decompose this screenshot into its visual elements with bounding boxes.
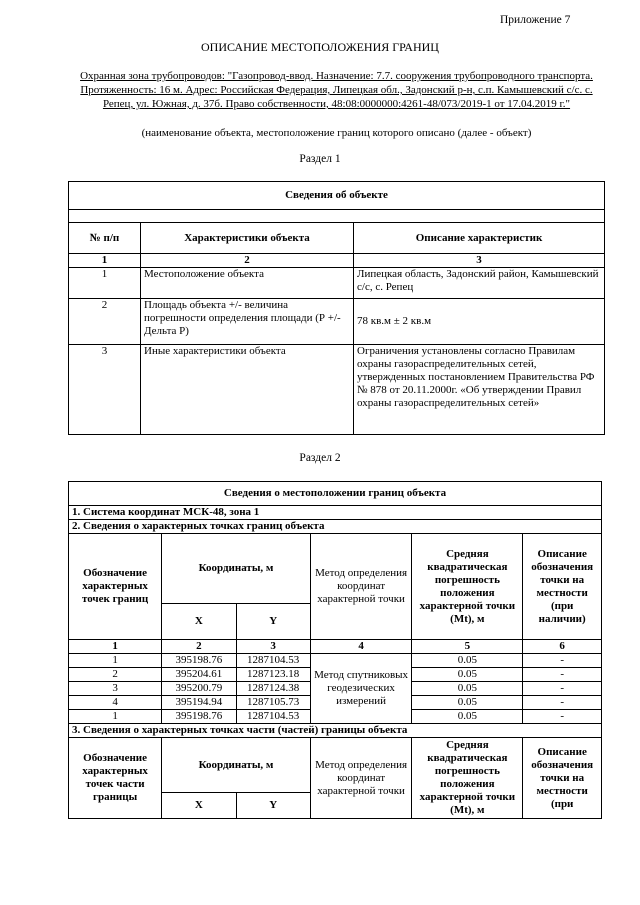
table-row xyxy=(69,345,605,435)
row-number: 3 xyxy=(69,345,141,435)
parts-header-x: X xyxy=(162,793,236,819)
header-description: Описание характеристик xyxy=(354,223,605,254)
row-value: Липецкая область, Задонский район, Камышевский с/с, с. Репец xyxy=(354,268,605,299)
header-x: X xyxy=(162,604,236,640)
parts-header-error: Средняя квадратическая погрешность положения характерной точки (Mt), м xyxy=(412,738,523,819)
col-number: 5 xyxy=(412,640,523,654)
col-number: 3 xyxy=(236,640,310,654)
col-number: 2 xyxy=(141,254,354,268)
point-id: 1 xyxy=(69,654,162,668)
header-coords: Координаты, м xyxy=(162,534,311,604)
parts-header-coords: Координаты, м xyxy=(162,738,311,793)
row-value: Ограничения установлены согласно Правилам охраны газораспределительных сетей, утвержденных постановлением Правительства РФ № 878 от 20.11.2000г. «Об утверждении Правил охраны газораспределительных сетей» xyxy=(354,345,605,435)
point-id: 2 xyxy=(69,668,162,682)
point-y: 1287124.38 xyxy=(236,682,310,696)
row-name: Площадь объекта +/- величина погрешности определения площади (Р +/- Дельта Р) xyxy=(141,299,354,345)
col-number: 6 xyxy=(523,640,602,654)
col-number: 3 xyxy=(354,254,605,268)
header-y: Y xyxy=(236,604,310,640)
point-mt: 0.05 xyxy=(412,710,523,724)
table-row xyxy=(69,654,602,668)
point-desc: - xyxy=(523,710,602,724)
points-section-title: 2. Сведения о характерных точках границ объекта xyxy=(69,520,602,534)
parts-header-y: Y xyxy=(236,793,310,819)
object-info-table-title: Сведения об объекте xyxy=(69,182,605,210)
point-desc: - xyxy=(523,682,602,696)
col-number: 1 xyxy=(69,640,162,654)
row-value: 78 кв.м ± 2 кв.м xyxy=(354,299,605,345)
boundary-table-title: Сведения о местоположении границ объекта xyxy=(69,482,602,506)
header-characteristic: Характеристики объекта xyxy=(141,223,354,254)
point-desc: - xyxy=(523,654,602,668)
point-x: 395198.76 xyxy=(162,710,236,724)
point-mt: 0.05 xyxy=(412,696,523,710)
point-method: Метод спутниковых геодезических измерений xyxy=(310,654,412,724)
header-number: № п/п xyxy=(69,223,141,254)
point-desc: - xyxy=(523,696,602,710)
row-number: 2 xyxy=(69,299,141,345)
header-designation: Обозначение характерных точек границ xyxy=(69,534,162,640)
point-id: 1 xyxy=(69,710,162,724)
header-desc: Описание обозначения точки на местности (при наличии) xyxy=(523,534,602,640)
row-name: Местоположение объекта xyxy=(141,268,354,299)
parts-section-title: 3. Сведения о характерных точках части (частей) границы объекта xyxy=(69,724,602,738)
col-number: 2 xyxy=(162,640,236,654)
parts-header-designation: Обозначение характерных точек части границы xyxy=(69,738,162,819)
boundary-table xyxy=(68,481,602,819)
object-info-table xyxy=(68,181,605,435)
table-row xyxy=(69,268,605,299)
point-id: 4 xyxy=(69,696,162,710)
parts-header-method: Метод определения координат характерной точки xyxy=(310,738,412,819)
coord-system: 1. Система координат МСК-48, зона 1 xyxy=(69,506,602,520)
point-x: 395194.94 xyxy=(162,696,236,710)
point-y: 1287105.73 xyxy=(236,696,310,710)
point-id: 3 xyxy=(69,682,162,696)
col-number: 4 xyxy=(310,640,412,654)
document-title: ОПИСАНИЕ МЕСТОПОЛОЖЕНИЯ ГРАНИЦ xyxy=(201,40,439,54)
point-x: 395204.61 xyxy=(162,668,236,682)
point-mt: 0.05 xyxy=(412,654,523,668)
point-y: 1287123.18 xyxy=(236,668,310,682)
section1-title: Раздел 1 xyxy=(299,153,341,165)
point-desc: - xyxy=(523,668,602,682)
point-mt: 0.05 xyxy=(412,668,523,682)
table-row xyxy=(69,299,605,345)
point-y: 1287104.53 xyxy=(236,654,310,668)
spacer-row xyxy=(69,210,605,223)
object-description: Охранная зона трубопроводов: "Газопровод-ввод. Назначение: 7.7. сооружения трубопроводного транспорта. Протяженность: 16 м. Адрес: Российская Федерация, Липецкая обл., Задонский р-н, с.п. Камышевский с/с. с. Репец, ул. Южная, д. 37б. Право собственности, 48:08:0000000:4261-48/073/2019-1 от 17.04.2019 г." xyxy=(80,70,593,110)
point-mt: 0.05 xyxy=(412,682,523,696)
row-number: 1 xyxy=(69,268,141,299)
point-y: 1287104.53 xyxy=(236,710,310,724)
section2-title: Раздел 2 xyxy=(299,452,341,464)
header-method: Метод определения координат характерной точки xyxy=(310,534,412,640)
appendix-label: Приложение 7 xyxy=(500,14,571,26)
point-x: 395200.79 xyxy=(162,682,236,696)
point-x: 395198.76 xyxy=(162,654,236,668)
header-error: Средняя квадратическая погрешность положения характерной точки (Mt), м xyxy=(412,534,523,640)
col-number: 1 xyxy=(69,254,141,268)
object-caption: (наименование объекта, местоположение границ которого описано (далее - объект) xyxy=(141,127,532,139)
parts-header-desc: Описание обозначения точки на местности (при xyxy=(523,738,602,819)
row-name: Иные характеристики объекта xyxy=(141,345,354,435)
